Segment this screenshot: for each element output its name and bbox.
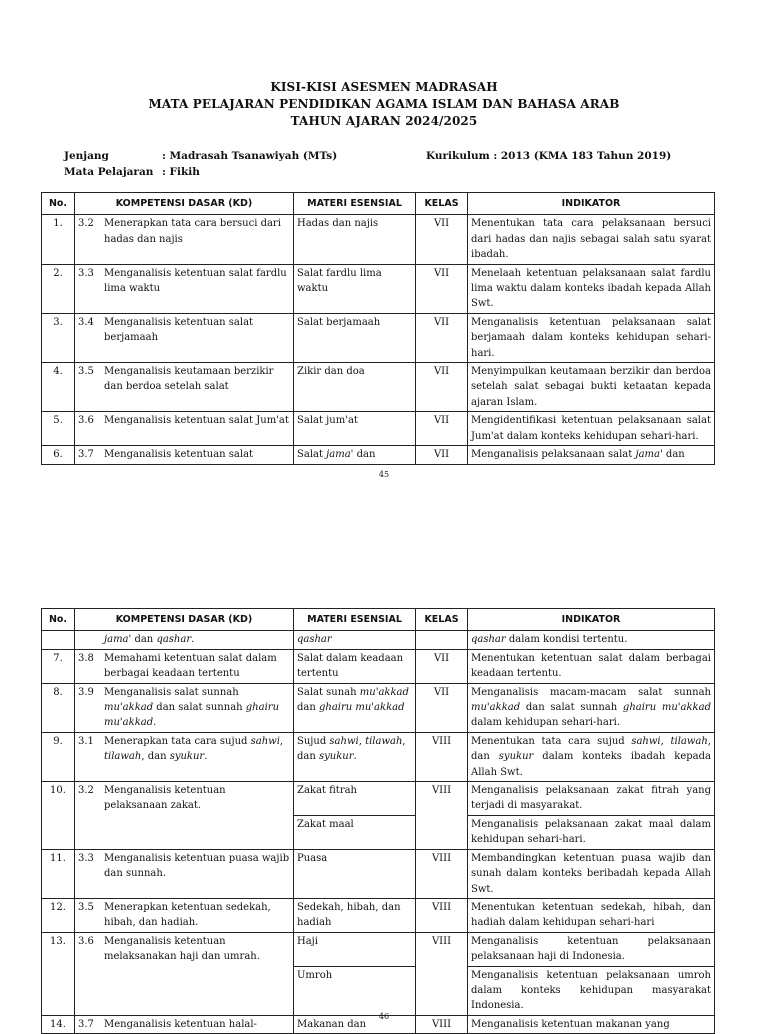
- indikator-cell: Menelaah ketentuan pelaksanaan salat fardlu lima waktu dalam konteks ibadah kepada Allah Swt.: [468, 264, 715, 313]
- table-row: [42, 446, 715, 464]
- document-meta: [64, 148, 724, 180]
- table-row: [42, 683, 715, 732]
- indikator-cell: [468, 631, 715, 649]
- kelas-cell: VIII: [416, 849, 468, 898]
- materi-text: dan: [353, 449, 376, 461]
- mapel-value: : Fikih: [162, 166, 200, 178]
- col-header-materi: MATERI ESENSIAL: [294, 193, 416, 215]
- indikator-cell: Menentukan ketentuan salat dalam berbagai keadaan tertentu.: [468, 649, 715, 683]
- indikator-italic: qashar: [471, 634, 506, 646]
- kd-text: Menganalisis ketentuan puasa wajib dan sunnah.: [104, 852, 290, 880]
- materi-italic: jama': [326, 449, 354, 461]
- materi-cell: Umroh: [294, 966, 416, 1015]
- kelas-cell: VIII: [416, 898, 468, 932]
- table-row: [42, 363, 715, 412]
- kd-cell: [75, 215, 294, 264]
- jenjang-value: : Madrasah Tsanawiyah (MTs): [162, 150, 338, 162]
- kd-cell: [75, 446, 294, 464]
- kd-number: 3.3: [78, 267, 94, 279]
- col-header-indikator: INDIKATOR: [468, 609, 715, 631]
- indikator-cell: Menentukan tata cara pelaksanaan bersuci dari hadas dan najis sebagai salah satu syarat ibadah.: [468, 215, 715, 264]
- row-no: 2.: [42, 264, 75, 313]
- kelas-cell: VII: [416, 363, 468, 412]
- col-header-kelas: KELAS: [416, 193, 468, 215]
- kelas-cell: VIII: [416, 732, 468, 781]
- kd-text: Menerapkan ketentuan sedekah, hibah, dan hadiah.: [104, 901, 271, 929]
- col-header-no: No.: [42, 193, 75, 215]
- kelas-cell: [416, 631, 468, 649]
- kd-italic: jama': [104, 634, 132, 646]
- kd-cell: [75, 732, 294, 781]
- kd-number: 3.2: [78, 218, 94, 230]
- kd-cell: [75, 363, 294, 412]
- indikator-cell: [468, 446, 715, 464]
- table-row: [42, 849, 715, 898]
- materi-cell: Puasa: [294, 849, 416, 898]
- indikator-cell: Membandingkan ketentuan puasa wajib dan sunah dalam konteks beribadah kepada Allah Swt.: [468, 849, 715, 898]
- col-header-kelas: KELAS: [416, 609, 468, 631]
- materi-cell: Zakat maal: [294, 815, 416, 849]
- kurikulum-info: Kurikulum : 2013 (KMA 183 Tahun 2019): [426, 150, 672, 162]
- kd-text: Menganalisis ketentuan salat: [104, 449, 254, 461]
- table-row: [42, 215, 715, 264]
- kelas-cell: VII: [416, 649, 468, 683]
- kd-text: Menganalisis ketentuan melaksanakan haji dan umrah.: [104, 935, 260, 963]
- materi-text: Salat: [297, 449, 327, 461]
- table-row: [42, 782, 715, 816]
- kd-text: Menganalisis keutamaan berzikir dan berdoa setelah salat: [104, 366, 274, 393]
- kd-number: 3.3: [78, 852, 94, 864]
- title-line-3: TAHUN AJARAN 2024/2025: [290, 114, 478, 128]
- materi-cell: Salat jum'at: [294, 412, 416, 446]
- indikator-text: dan: [662, 449, 685, 461]
- kd-number: 3.5: [78, 366, 94, 378]
- row-no: 10.: [42, 782, 75, 850]
- row-no: [42, 631, 75, 649]
- table-header-row: [42, 609, 715, 631]
- kd-number: 3.7: [78, 449, 94, 461]
- row-no: 3.: [42, 313, 75, 362]
- materi-cell: Zakat fitrah: [294, 782, 416, 816]
- kisi-kisi-table-continued: [41, 608, 715, 1034]
- indikator-cell: Menganalisis pelaksanaan zakat maal dalam kehidupan sehari-hari.: [468, 815, 715, 849]
- kelas-cell: VIII: [416, 1015, 468, 1033]
- kd-cell: [75, 313, 294, 362]
- table-row: [42, 898, 715, 932]
- materi-cell: Hadas dan najis: [294, 215, 416, 264]
- materi-cell: Haji: [294, 932, 416, 966]
- document-page-46: [0, 500, 768, 1030]
- kd-text: dan: [131, 634, 157, 646]
- kd-cell: [75, 649, 294, 683]
- indikator-cell: Menganalisis pelaksanaan zakat fitrah yang terjadi di masyarakat.: [468, 782, 715, 816]
- row-no: 9.: [42, 732, 75, 781]
- title-line-1: KISI-KISI ASESMEN MADRASAH: [270, 80, 498, 94]
- kd-cell: [75, 932, 294, 1015]
- col-header-kd: KOMPETENSI DASAR (KD): [75, 609, 294, 631]
- indikator-cell: Menganalisis ketentuan pelaksanaan umroh dalam konteks kehidupan masyarakat Indonesia.: [468, 966, 715, 1015]
- kd-text: Menerapkan tata cara sujud sahwi, tilawah, dan syukur.: [104, 735, 284, 763]
- kd-text: Menganalisis ketentuan pelaksanaan zakat.: [104, 785, 226, 812]
- table-row: [42, 932, 715, 966]
- indikator-cell: Menganalisis ketentuan pelaksanaan pelaksanaan haji di Indonesia.: [468, 932, 715, 966]
- kelas-cell: VII: [416, 683, 468, 732]
- kelas-cell: VII: [416, 446, 468, 464]
- kd-text: Menganalisis salat sunnah mu'akkad dan salat sunnah ghairu mu'akkad.: [104, 686, 280, 729]
- kd-text: .: [191, 634, 195, 646]
- kd-text: Memahami ketentuan salat dalam berbagai keadaan tertentu: [104, 652, 277, 680]
- materi-cell: Salat dalam keadaan tertentu: [294, 649, 416, 683]
- table-row: [42, 732, 715, 781]
- materi-cell: Salat fardlu lima waktu: [294, 264, 416, 313]
- kd-cell: [75, 631, 294, 649]
- indikator-cell: Menentukan tata cara sujud sahwi, tilawah, dan syukur dalam konteks ibadah kepada Allah Swt.: [468, 732, 715, 781]
- row-no: 4.: [42, 363, 75, 412]
- materi-italic: qashar: [297, 634, 332, 646]
- kd-number: 3.8: [78, 652, 94, 664]
- table-row: [42, 412, 715, 446]
- indikator-italic: jama': [635, 449, 663, 461]
- kd-cell: [75, 264, 294, 313]
- table-row: [42, 313, 715, 362]
- indikator-cell: Mengidentifikasi ketentuan pelaksanaan salat Jum'at dalam konteks kehidupan sehari-hari.: [468, 412, 715, 446]
- kd-number: 3.5: [78, 901, 94, 913]
- indikator-cell: Menganalisis ketentuan makanan yang: [468, 1015, 715, 1033]
- kd-text: Menganalisis ketentuan salat Jum'at: [104, 415, 289, 427]
- materi-cell: Salat sunah mu'akkad dan ghairu mu'akkad: [294, 683, 416, 732]
- kisi-kisi-table: [41, 192, 715, 465]
- kd-number: 3.6: [78, 935, 94, 947]
- indikator-cell: Menganalisis ketentuan pelaksanaan salat berjamaah dalam konteks kehidupan sehari-hari.: [468, 313, 715, 362]
- table-row: [42, 649, 715, 683]
- col-header-materi: MATERI ESENSIAL: [294, 609, 416, 631]
- kd-number: 3.9: [78, 686, 94, 698]
- col-header-kd: KOMPETENSI DASAR (KD): [75, 193, 294, 215]
- row-no: 1.: [42, 215, 75, 264]
- kd-text: Menganalisis ketentuan salat berjamaah: [104, 316, 254, 344]
- row-no: 13.: [42, 932, 75, 1015]
- table-row: [42, 264, 715, 313]
- kd-number: 3.2: [78, 785, 94, 797]
- kelas-cell: VII: [416, 412, 468, 446]
- row-no: 11.: [42, 849, 75, 898]
- materi-cell: Makanan dan: [294, 1015, 416, 1033]
- row-no: 14.: [42, 1015, 75, 1033]
- mapel-label: Mata Pelajaran: [64, 166, 154, 178]
- row-no: 7.: [42, 649, 75, 683]
- indikator-text: dalam kondisi tertentu.: [505, 634, 628, 646]
- table-row-continuation: [42, 631, 715, 649]
- page-number: 46: [378, 1012, 390, 1021]
- materi-cell: Zikir dan doa: [294, 363, 416, 412]
- kd-cell: [75, 898, 294, 932]
- kelas-cell: VII: [416, 313, 468, 362]
- document-page-45: [0, 0, 768, 500]
- kd-cell: [75, 782, 294, 850]
- kd-number: 3.7: [78, 1018, 94, 1030]
- page-number: 45: [378, 470, 390, 479]
- materi-cell: Sujud sahwi, tilawah, dan syukur.: [294, 732, 416, 781]
- table-header-row: [42, 193, 715, 215]
- row-no: 12.: [42, 898, 75, 932]
- row-no: 5.: [42, 412, 75, 446]
- kd-cell: [75, 849, 294, 898]
- kd-cell: [75, 412, 294, 446]
- materi-cell: Sedekah, hibah, dan hadiah: [294, 898, 416, 932]
- kd-text: Menganalisis ketentuan salat fardlu lima waktu: [104, 267, 287, 295]
- document-title: [0, 79, 768, 130]
- kd-italic: qashar: [156, 634, 192, 646]
- kd-number: 3.4: [78, 316, 94, 328]
- kd-cell: [75, 683, 294, 732]
- kd-number: 3.1: [78, 735, 94, 747]
- kd-number: 3.6: [78, 415, 94, 427]
- row-no: 6.: [42, 446, 75, 464]
- materi-cell: Salat berjamaah: [294, 313, 416, 362]
- kd-text: Menerapkan tata cara bersuci dari hadas dan najis: [104, 218, 281, 245]
- col-header-no: No.: [42, 609, 75, 631]
- kelas-cell: VIII: [416, 932, 468, 1015]
- kd-text: Menganalisis ketentuan halal-: [104, 1018, 257, 1030]
- row-no: 8.: [42, 683, 75, 732]
- indikator-cell: Menyimpulkan keutamaan berzikir dan berdoa setelah salat sebagai bukti ketaatan kepada ajaran Islam.: [468, 363, 715, 412]
- title-line-2: MATA PELAJARAN PENDIDIKAN AGAMA ISLAM DAN BAHASA ARAB: [148, 97, 620, 111]
- materi-cell: [294, 446, 416, 464]
- materi-cell: [294, 631, 416, 649]
- kelas-cell: VII: [416, 264, 468, 313]
- indikator-cell: Menentukan ketentuan sedekah, hibah, dan hadiah dalam kehidupan sehari-hari: [468, 898, 715, 932]
- kelas-cell: VII: [416, 215, 468, 264]
- jenjang-label: Jenjang: [64, 150, 109, 162]
- indikator-cell: Menganalisis macam-macam salat sunnah mu'akkad dan salat sunnah ghairu mu'akkad dalam kehidupan sehari-hari.: [468, 683, 715, 732]
- kelas-cell: VIII: [416, 782, 468, 850]
- col-header-indikator: INDIKATOR: [468, 193, 715, 215]
- indikator-text: Menganalisis pelaksanaan salat: [471, 449, 636, 461]
